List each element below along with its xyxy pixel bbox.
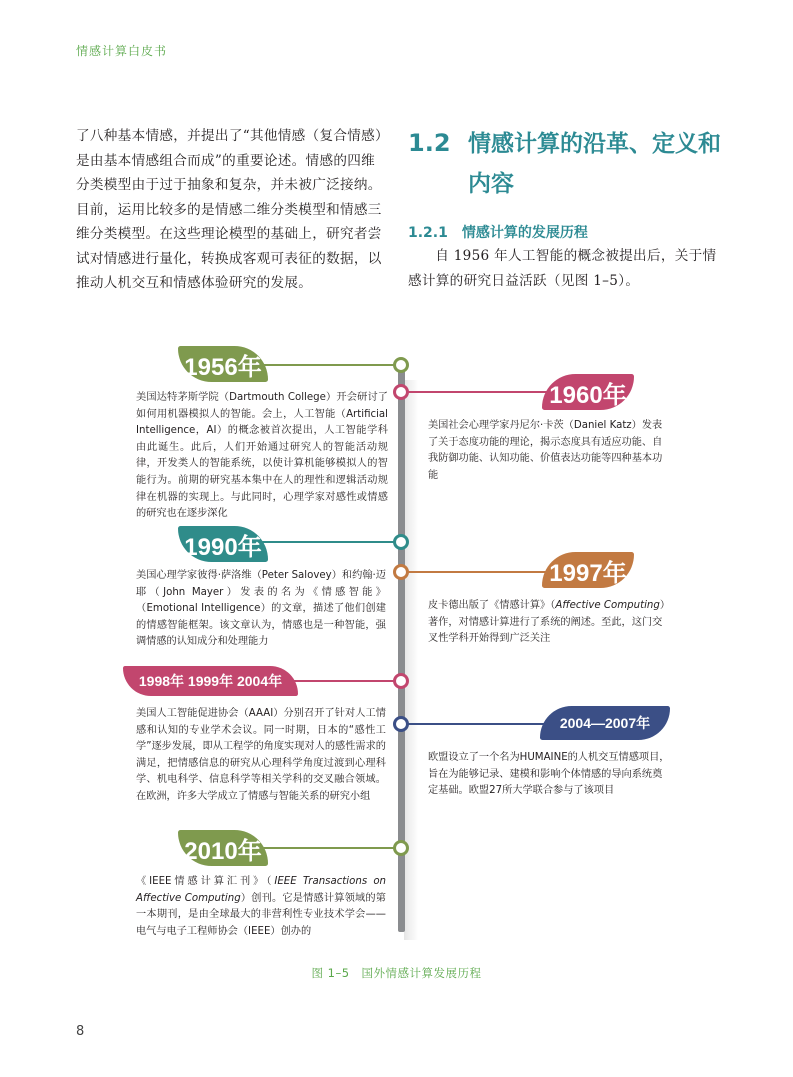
event-text-1960: 美国社会心理学家丹尼尔·卡茨（Daniel Katz）发表了关于态度功能的理论，揭示态度具有适应功能、自我防御功能、认知功能、价值表达功能等四种基本功能 [428, 420, 663, 481]
year-badge-2004-2007: 2004—2007年 [540, 706, 670, 740]
timeline-node-1997 [393, 564, 409, 580]
timeline-connector-1956 [250, 364, 400, 366]
event-text-1956: 美国达特茅斯学院（Dartmouth College）开会研讨了如何用机器模拟人的智能。会上，人工智能（Artificial Intelligence，AI）的概念被首次提出，人工智能学科由此诞生。此后，人们开始通过研究人的智能活动规律，开发类人的智能系统，以使计算机能够模拟人的智能行为。前期的研究基本集中在人的理性和逻辑活动规律在机器的实现上。与此同时，心理学家对感性或情感的研究也在逐步深化 [136, 392, 388, 520]
year-badge-1960: 1960年 [542, 374, 634, 410]
section-title: 情感计算的沿革、定义和内容 [468, 131, 721, 197]
timeline-node-2010 [393, 840, 409, 856]
timeline-node-2004 [393, 716, 409, 732]
left-paragraph: 了八种基本情感，并提出了“其他情感（复合情感）是由基本情感组合而成”的重要论述。情感的四维分类模型由于过于抽象和复杂，并未被广泛接纳。目前，运用比较多的是情感二维分类模型和情感三维分类模型。在这些理论模型的基础上，研究者尝试对情感进行量化，转换成客观可表征的数据，以推动人机交互和情感体验研究的发展。 [76, 128, 383, 291]
left-column [76, 124, 388, 296]
year-badge-1956: 1956年 [178, 346, 268, 382]
timeline-connector-1960 [403, 391, 563, 393]
timeline-connector-2010 [250, 847, 400, 849]
year-badge-2010: 2010年 [178, 830, 268, 866]
year-badge-1997: 1997年 [542, 552, 634, 588]
timeline-connector-1990 [250, 541, 400, 543]
timeline-connector-2004 [403, 723, 563, 725]
event-text-1990: 美国心理学家彼得·萨洛维（Peter Salovey）和约翰·迈耶（John Mayer）发表的名为《情感智能》（Emotional Intelligence）的文章，描述了他们创建的情感智能框架。该文章认为，情感也是一种智能，强调情感的认知成分和处理能力 [136, 570, 386, 648]
event-text-1998: 美国人工智能促进协会（AAAI）分别召开了针对人工情感和认知的专业学术会议。同一时期，日本的“感性工学”逐步发展，即从工程学的角度实现对人的感性需求的满足，把情感信息的研究从心理科学角度过渡到心理科学、机电科学、信息科学等相关学科的交叉融合领域。在欧洲，许多大学成立了情感与智能关系的研究小组 [136, 708, 386, 802]
subsection-title: 情感计算的发展历程 [461, 225, 588, 241]
event-text-2010-suffix: ）创刊。它是情感计算领域的第一本期刊，是由全球最大的非营利性专业技术学会——电气与电子工程师协会（IEEE）创办的 [136, 892, 386, 937]
right-paragraph: 自 1956 年人工智能的概念被提出后，关于情感计算的研究日益活跃（见图 1–5）。 [408, 248, 717, 289]
timeline-node-1990 [393, 534, 409, 550]
event-text-1997 [428, 598, 668, 648]
event-text-1997-prefix: 皮卡德出版了《情感计算》（ [428, 600, 556, 611]
page-number: 8 [76, 1024, 85, 1039]
year-badge-1998-1999-2004: 1998年 1999年 2004年 [123, 666, 298, 696]
event-text-2010 [136, 874, 386, 940]
subsection-heading [408, 222, 588, 242]
event-text-1997-suffix: ）著作，对情感计算进行了系统的阐述。至此，这门交叉性学科开始得到广泛关注 [428, 600, 665, 645]
right-column [408, 244, 720, 293]
event-text-2004: 欧盟设立了一个名为HUMAINE的人机交互情感项目，旨在为能够记录、建模和影响个体情感的导向系统奠定基础。欧盟27所大学联合参与了该项目 [428, 752, 670, 797]
timeline-node-1960 [393, 384, 409, 400]
timeline-spine-shadow [404, 380, 418, 940]
subsection-number: 1.2.1 [408, 225, 448, 241]
timeline-node-1998 [393, 673, 409, 689]
event-text-2010-prefix: 《IEEE情感计算汇刊》（ [136, 876, 275, 887]
timeline-node-1956 [393, 357, 409, 373]
year-badge-1990: 1990年 [178, 526, 268, 562]
figure-caption: 图 1–5 国外情感计算发展历程 [311, 966, 482, 980]
event-text-1997-title: Affective Computing [555, 600, 660, 611]
event-text-2010-title: IEEE Transactions on Affective Computing [136, 876, 387, 904]
running-header: 情感计算白皮书 [76, 44, 168, 58]
timeline-connector-1997 [403, 571, 563, 573]
section-number: 1.2 [408, 129, 451, 157]
